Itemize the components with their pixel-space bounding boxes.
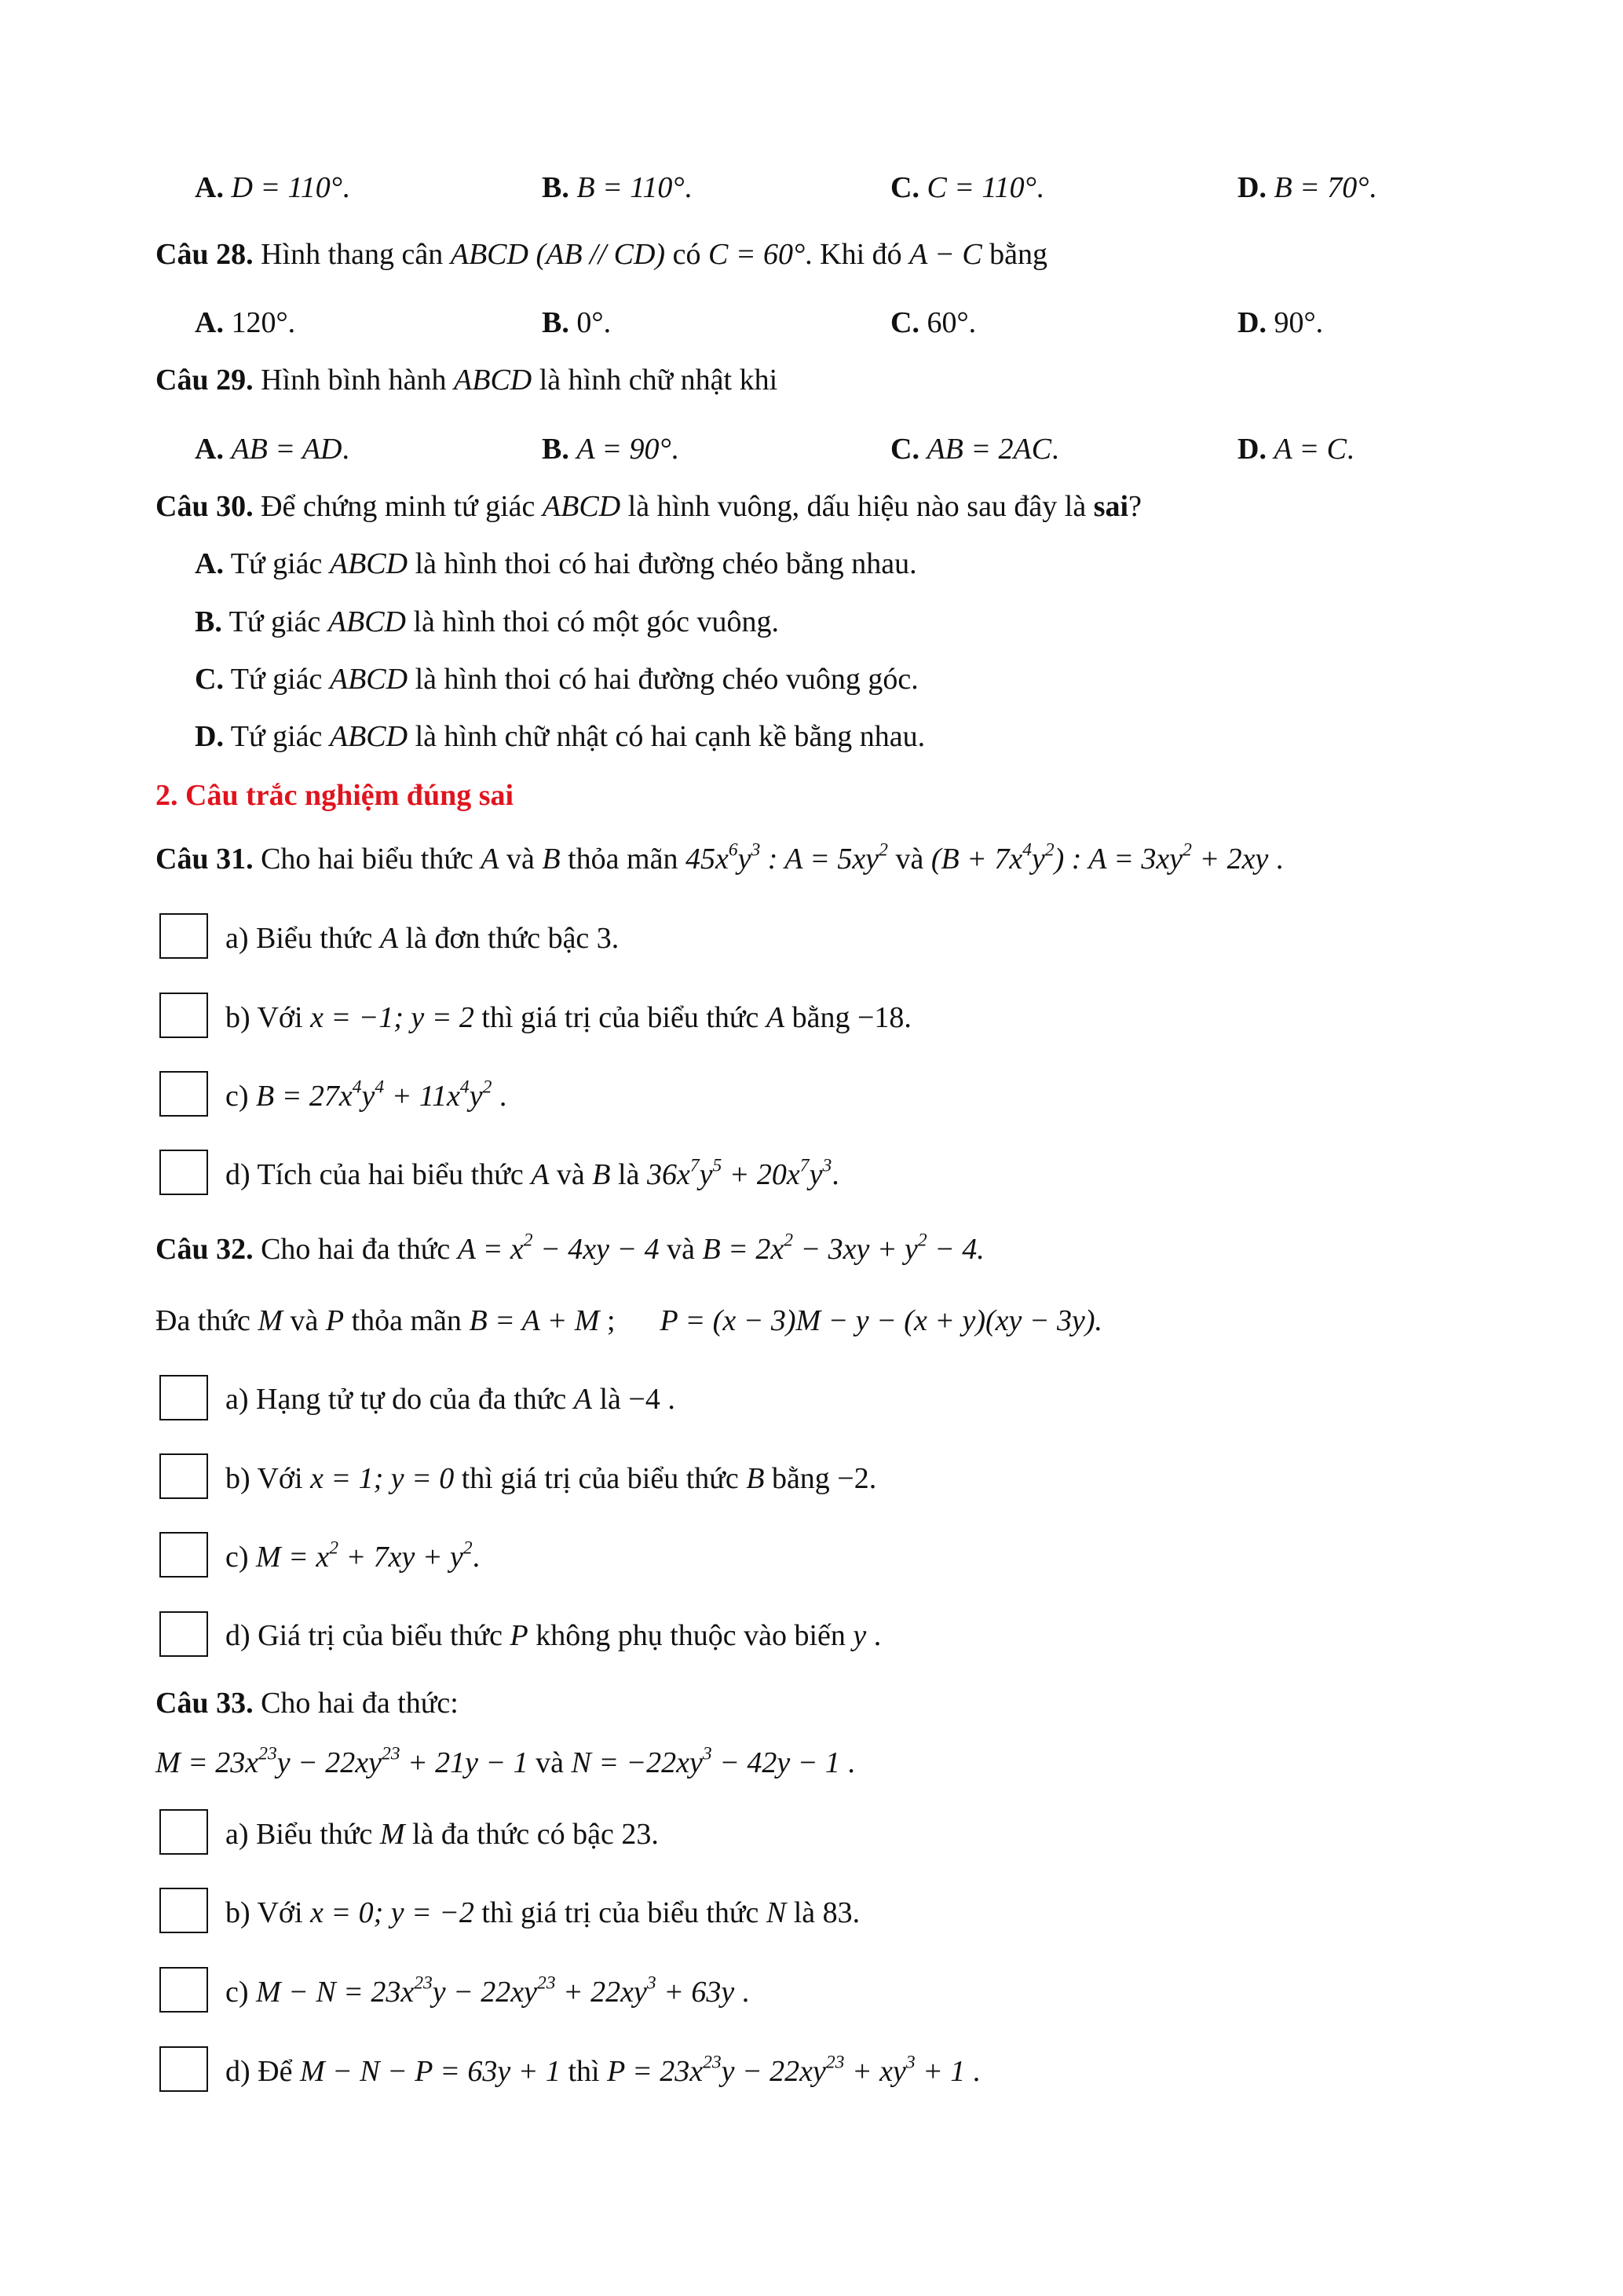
q27-option-d: D. B = 70°.: [1237, 171, 1377, 204]
q32-b-checkbox[interactable]: [159, 1453, 208, 1499]
q31-c-checkbox[interactable]: [159, 1071, 208, 1117]
q32-a-checkbox[interactable]: [159, 1375, 208, 1420]
q31-d-statement: d) Tích của hai biểu thức A và B là $36x^7y^5 + 20x^7y^3$.: [225, 1155, 839, 1191]
q29-stem: Câu 29. Hình bình hành ABCD là hình chữ nhật khi: [155, 364, 778, 397]
q33-stem: Câu 33. Cho hai đa thức:: [155, 1687, 459, 1720]
q29-option-d: D. A = C.: [1237, 433, 1354, 466]
section-heading: 2. Câu trắc nghiệm đúng sai: [155, 779, 514, 812]
q29-option-c: C. AB = 2AC.: [890, 433, 1059, 466]
q33-d-statement: d) Để M − N − P = 63y + 1 thì $P = 23x^{23}y - 22xy^{23} + xy^3 + 1$ .: [225, 2052, 981, 2088]
q32-a-statement: a) Hạng tử tự do của đa thức A là −4 .: [225, 1383, 675, 1416]
q32-stem: Câu 32. Cho hai đa thức $A = x^2 - 4xy - 4$ và $B = 2x^2 - 3xy + y^2 - 4$.: [155, 1230, 985, 1266]
q31-d-checkbox[interactable]: [159, 1150, 208, 1195]
q30-option-c: C. Tứ giác ABCD là hình thoi có hai đường chéo vuông góc.: [195, 663, 919, 696]
q31-a-checkbox[interactable]: [159, 913, 208, 959]
q31-b-statement: b) Với x = −1; y = 2 thì giá trị của biểu thức A bằng −18.: [225, 1001, 912, 1034]
q32-c-checkbox[interactable]: [159, 1532, 208, 1578]
q32-c-statement: c) $M = x^2 + 7xy + y^2$.: [225, 1537, 481, 1574]
q33-c-statement: c) $M - N = 23x^{23}y - 22xy^{23} + 22xy^3 + 63y$ .: [225, 1972, 750, 2009]
q27-option-c: C. C = 110°.: [890, 171, 1044, 204]
q28-stem: Câu 28. Hình thang cân ABCD (AB // CD) có C = 60°. Khi đó A − C bằng: [155, 238, 1048, 271]
q33-polynomials: $M = 23x^{23}y - 22xy^{23} + 21y - 1$ và $N = -22xy^3 - 42y - 1$ .: [155, 1743, 855, 1779]
q31-a-statement: a) Biểu thức A là đơn thức bậc 3.: [225, 922, 620, 955]
q30-stem: Câu 30. Để chứng minh tứ giác ABCD là hình vuông, dấu hiệu nào sau đây là sai?: [155, 490, 1142, 523]
q32-d-statement: d) Giá trị của biểu thức P không phụ thuộc vào biến y .: [225, 1619, 882, 1652]
q28-option-b: B. 0°.: [542, 306, 612, 339]
q32-b-statement: b) Với x = 1; y = 0 thì giá trị của biểu thức B bằng −2.: [225, 1462, 877, 1495]
q28-option-c: C. 60°.: [890, 306, 977, 339]
q27-option-a: A. D = 110°.: [195, 171, 350, 204]
q31-b-checkbox[interactable]: [159, 993, 208, 1038]
q33-a-statement: a) Biểu thức M là đa thức có bậc 23.: [225, 1818, 659, 1851]
q29-option-b: B. A = 90°.: [542, 433, 679, 466]
q29-option-a: A. AB = AD.: [195, 433, 349, 466]
q30-option-d: D. Tứ giác ABCD là hình chữ nhật có hai cạnh kề bằng nhau.: [195, 720, 926, 753]
q27-option-b: B. B = 110°.: [542, 171, 693, 204]
q33-b-checkbox[interactable]: [159, 1888, 208, 1933]
q33-a-checkbox[interactable]: [159, 1809, 208, 1855]
q30-option-b: B. Tứ giác ABCD là hình thoi có một góc vuông.: [195, 605, 779, 638]
q31-c-statement: c) $B = 27x^4y^4 + 11x^4y^2$ .: [225, 1077, 507, 1113]
q33-b-statement: b) Với x = 0; y = −2 thì giá trị của biểu thức N là 83.: [225, 1896, 861, 1929]
q31-stem: Câu 31. Cho hai biểu thức A và B thỏa mãn $45x^6y^3$ : $A = 5xy^2$ và $(B + 7x^4y^2)$ : $A = 3xy^2 + 2xy$ .: [155, 839, 1284, 876]
q33-c-checkbox[interactable]: [159, 1967, 208, 2013]
q33-d-checkbox[interactable]: [159, 2046, 208, 2092]
q32-d-checkbox[interactable]: [159, 1611, 208, 1657]
q28-option-a: A. 120°.: [195, 306, 296, 339]
q30-option-a: A. Tứ giác ABCD là hình thoi có hai đường chéo bằng nhau.: [195, 547, 917, 580]
q32-condition: Đa thức M và P thỏa mãn B = A + M ; P = (x − 3)M − y − (x + y)(xy − 3y).: [155, 1304, 1103, 1337]
q28-option-d: D. 90°.: [1237, 306, 1324, 339]
